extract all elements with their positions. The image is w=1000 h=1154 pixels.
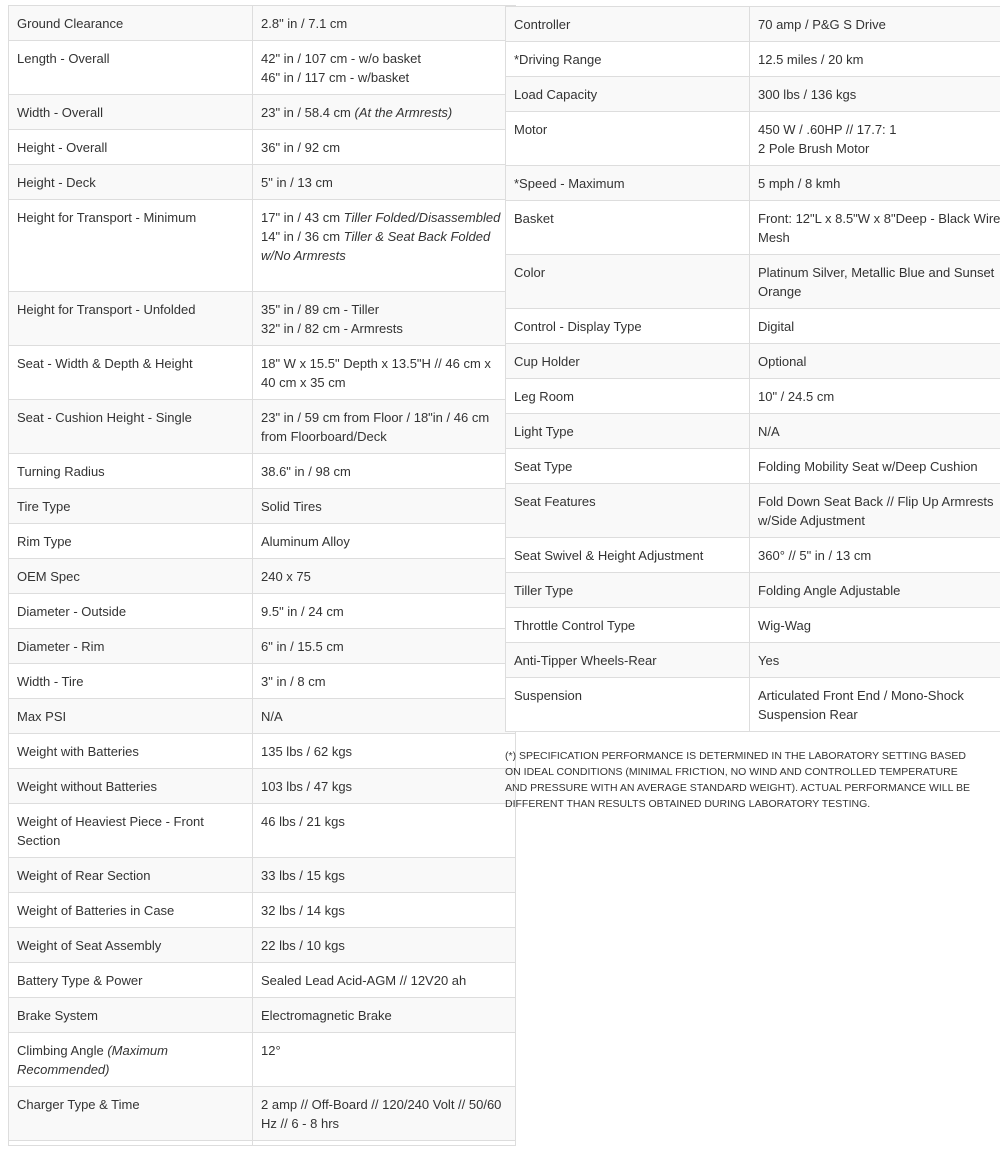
- spec-row: [9, 928, 516, 963]
- spec-value-line: [758, 422, 1000, 441]
- spec-label-text: Weight of Batteries in Case: [17, 903, 175, 918]
- spec-label-text: Brake System: [17, 1008, 98, 1023]
- spec-label-text: Turning Radius: [17, 464, 105, 479]
- spec-value-text: 450 W / .60HP // 17.7: 1: [758, 122, 897, 137]
- spec-label: [506, 309, 750, 344]
- spec-value-line: [758, 581, 1000, 600]
- spec-value: [253, 400, 516, 454]
- spec-value-text: Sealed Lead Acid-AGM // 12V20 ah: [261, 973, 467, 988]
- spec-value: [253, 998, 516, 1033]
- spec-label-text: Throttle Control Type: [514, 618, 636, 633]
- spec-value-line: [758, 686, 1000, 724]
- spec-value-text: N/A: [758, 424, 780, 439]
- spec-row: [506, 7, 1000, 42]
- spec-label: [9, 804, 253, 858]
- spec-value-line: [758, 174, 1000, 193]
- spec-row: [9, 769, 516, 804]
- spec-label-text: Battery Type & Power: [17, 973, 143, 988]
- spec-value-line: [261, 49, 507, 68]
- spec-value-text: 22 lbs / 10 kgs: [261, 938, 345, 953]
- spec-value-line: [261, 602, 507, 621]
- spec-value-line: [758, 139, 1000, 158]
- spec-label: [9, 928, 253, 963]
- spec-value-text: Front: 12"L x 8.5"W x 8"Deep - Black Wire Mesh: [758, 211, 1000, 245]
- spec-value-text: 12.5 miles / 20 km: [758, 52, 864, 67]
- spec-value: [750, 678, 1000, 732]
- spec-value: [750, 379, 1000, 414]
- spec-label-text: Basket: [514, 211, 554, 226]
- left-spec-table-body: [9, 6, 516, 1146]
- spec-row: [9, 95, 516, 130]
- spec-label: [9, 734, 253, 769]
- spec-value-text: Articulated Front End / Mono-Shock Suspension Rear: [758, 688, 964, 722]
- spec-value-line: [261, 812, 507, 831]
- spec-value-line: [261, 354, 507, 392]
- spec-label-text: Height - Overall: [17, 140, 108, 155]
- spec-value-line: [261, 68, 507, 87]
- spec-row: [506, 112, 1000, 166]
- spec-label-text: Weight with Batteries: [17, 744, 139, 759]
- spec-value: [253, 559, 516, 594]
- spec-row: [9, 41, 516, 95]
- spec-value: [253, 489, 516, 524]
- spec-value-text: 33 lbs / 15 kgs: [261, 868, 345, 883]
- spec-value: [253, 6, 516, 41]
- spec-label-text: Light Type: [514, 424, 574, 439]
- spec-value: [253, 1033, 516, 1087]
- spec-label-text: Weight of Seat Assembly: [17, 938, 162, 953]
- spec-value: [253, 524, 516, 559]
- spec-label-text: Color: [514, 265, 546, 280]
- spec-value: [253, 769, 516, 804]
- spec-label: [9, 41, 253, 95]
- spec-label-text: Ground Clearance: [17, 16, 124, 31]
- spec-label-text: Weight of Heaviest Piece - Front Section: [17, 814, 204, 848]
- spec-label: [9, 559, 253, 594]
- spec-value-line: [758, 120, 1000, 139]
- spec-value-text: 36" in / 92 cm: [261, 140, 341, 155]
- spec-row: [506, 678, 1000, 732]
- spec-value: [253, 893, 516, 928]
- spec-value-text: 2 amp // Off-Board // 120/240 Volt // 50/60 Hz // 6 - 8 hrs: [261, 1097, 502, 1131]
- spec-row: [9, 346, 516, 400]
- spec-value-line: [261, 742, 507, 761]
- spec-label: [9, 292, 253, 346]
- spec-value: [750, 414, 1000, 449]
- spec-label: [9, 489, 253, 524]
- spec-value-text: Fold Down Seat Back // Flip Up Armrests w/Side Adjustment: [758, 494, 994, 528]
- spec-row: [9, 400, 516, 454]
- spec-value: [750, 166, 1000, 201]
- spec-label-text: Max PSI: [17, 709, 67, 724]
- spec-value-line: [758, 492, 1000, 530]
- spec-value-line: [261, 936, 507, 955]
- spec-label: [506, 678, 750, 732]
- spec-label-text: OEM Spec: [17, 569, 80, 584]
- spec-value: [253, 699, 516, 734]
- spec-value-text: 5" in / 13 cm: [261, 175, 333, 190]
- spec-label-text: Width - Overall: [17, 105, 103, 120]
- spec-label: [9, 400, 253, 454]
- spec-value: [253, 454, 516, 489]
- spec-value-note: Tiller & Seat Back Folded w/No Armrests: [261, 229, 491, 263]
- spec-label-text: Tiller Type: [514, 583, 574, 598]
- spec-label: [506, 7, 750, 42]
- spec-value-line: [261, 1006, 507, 1025]
- spec-value-text: 32 lbs / 14 kgs: [261, 903, 345, 918]
- spec-value: [253, 963, 516, 998]
- spec-value: [253, 928, 516, 963]
- spec-value: [253, 594, 516, 629]
- spec-row: [9, 893, 516, 928]
- spec-value-text: 103 lbs / 47 kgs: [261, 779, 353, 794]
- spec-row: [9, 629, 516, 664]
- spec-value-line: [261, 567, 507, 586]
- spec-row: [506, 201, 1000, 255]
- spec-value-text: Optional: [758, 354, 807, 369]
- spec-value: [253, 200, 516, 292]
- spec-value: [750, 255, 1000, 309]
- spec-label-text: Control - Display Type: [514, 319, 642, 334]
- spec-value-line: [758, 50, 1000, 69]
- spec-label-text: *Speed - Maximum: [514, 176, 625, 191]
- spec-value-text: 3" in / 8 cm: [261, 674, 326, 689]
- spec-value-text: 32" in / 82 cm - Armrests: [261, 321, 403, 336]
- spec-label: [9, 629, 253, 664]
- spec-value-line: [758, 546, 1000, 565]
- spec-label-text: Charger Type & Time: [17, 1097, 140, 1112]
- spec-label: [9, 165, 253, 200]
- spec-label-note: (Maximum Recommended): [17, 1043, 168, 1077]
- spec-row: [506, 573, 1000, 608]
- spec-value-text: 6" in / 15.5 cm: [261, 639, 344, 654]
- spec-row: [506, 255, 1000, 309]
- spec-value: [750, 573, 1000, 608]
- spec-value-line: [758, 263, 1000, 301]
- spec-label-text: Load Capacity: [514, 87, 598, 102]
- spec-row: [9, 130, 516, 165]
- spec-value-line: [758, 457, 1000, 476]
- spec-row: [506, 643, 1000, 678]
- spec-value-line: [261, 497, 507, 516]
- spec-label-text: Rim Type: [17, 534, 72, 549]
- spec-row: [506, 379, 1000, 414]
- spec-label: [506, 255, 750, 309]
- spec-value-line: [758, 616, 1000, 635]
- spec-label: [9, 1033, 253, 1087]
- spec-value: [750, 7, 1000, 42]
- spec-value: [253, 41, 516, 95]
- spec-value-line: [261, 300, 507, 319]
- spec-value: [253, 346, 516, 400]
- spec-row: [506, 42, 1000, 77]
- spec-value-line: [261, 138, 507, 157]
- spec-value-line: [261, 408, 507, 446]
- spec-label: [9, 769, 253, 804]
- spec-value: [750, 344, 1000, 379]
- spec-label-text: Height - Deck: [17, 175, 96, 190]
- spec-row: [506, 484, 1000, 538]
- spec-label: [506, 77, 750, 112]
- spec-row: [9, 594, 516, 629]
- spec-value-text: 23" in / 59 cm from Floor / 18"in / 46 cm from Floorboard/Deck: [261, 410, 490, 444]
- spec-label-text: Width - Tire: [17, 674, 84, 689]
- spec-label-text: Seat - Width & Depth & Height: [17, 356, 193, 371]
- spec-label-text: *Driving Range: [514, 52, 602, 67]
- spec-value-line: [261, 173, 507, 192]
- spec-value: [253, 165, 516, 200]
- spec-value-text: Platinum Silver, Metallic Blue and Sunset Orange: [758, 265, 995, 299]
- spec-label-text: Seat - Cushion Height - Single: [17, 410, 192, 425]
- spec-label: [506, 414, 750, 449]
- spec-value-text: 46 lbs / 21 kgs: [261, 814, 345, 829]
- spec-value-text: 70 amp / P&G S Drive: [758, 17, 886, 32]
- spec-value: [253, 292, 516, 346]
- spec-label: [506, 538, 750, 573]
- spec-label: [506, 484, 750, 538]
- spec-label: [9, 594, 253, 629]
- spec-label-text: Controller: [514, 17, 571, 32]
- spec-value: [253, 629, 516, 664]
- spec-row: [9, 1087, 516, 1141]
- spec-label-text: Tire Type: [17, 499, 71, 514]
- spec-label: [506, 166, 750, 201]
- spec-value-line: [261, 866, 507, 885]
- spec-row: [506, 449, 1000, 484]
- spec-value-line: [261, 1041, 507, 1060]
- spec-value-text: N/A: [261, 709, 283, 724]
- spec-label-text: Length - Overall: [17, 51, 110, 66]
- spec-value-text: 5 mph / 8 kmh: [758, 176, 841, 191]
- right-spec-table: [505, 6, 1000, 732]
- spec-row: [9, 292, 516, 346]
- spec-row-partial: [9, 1141, 516, 1146]
- spec-label: [506, 449, 750, 484]
- spec-value-text: 9.5" in / 24 cm: [261, 604, 344, 619]
- spec-value: [253, 804, 516, 858]
- spec-label-text: Seat Swivel & Height Adjustment: [514, 548, 704, 563]
- spec-value: [253, 858, 516, 893]
- spec-value-line: [261, 971, 507, 990]
- spec-value-text: 2 Pole Brush Motor: [758, 141, 870, 156]
- spec-row: [506, 344, 1000, 379]
- spec-value-text: Folding Angle Adjustable: [758, 583, 901, 598]
- right-spec-table-body: [506, 7, 1000, 732]
- spec-value-line: [758, 651, 1000, 670]
- spec-label-text: Climbing Angle: [17, 1043, 108, 1058]
- spec-row: [9, 489, 516, 524]
- spec-row: [9, 664, 516, 699]
- spec-value-line: [758, 387, 1000, 406]
- spec-cell-empty: [9, 1141, 253, 1146]
- spec-label-text: Seat Features: [514, 494, 596, 509]
- spec-label: [9, 664, 253, 699]
- spec-label-text: Suspension: [514, 688, 582, 703]
- spec-value-line: [261, 227, 507, 265]
- spec-row: [506, 166, 1000, 201]
- spec-row: [9, 559, 516, 594]
- spec-row: [9, 804, 516, 858]
- spec-label: [9, 200, 253, 292]
- spec-value-line: [758, 15, 1000, 34]
- spec-label: [9, 130, 253, 165]
- spec-value-line: [261, 637, 507, 656]
- spec-row: [9, 963, 516, 998]
- spec-row: [9, 734, 516, 769]
- spec-value-text: 42" in / 107 cm - w/o basket: [261, 51, 421, 66]
- spec-row: [9, 524, 516, 559]
- spec-label: [506, 344, 750, 379]
- spec-label: [9, 524, 253, 559]
- spec-label: [506, 573, 750, 608]
- spec-row: [506, 77, 1000, 112]
- spec-value-line: [758, 352, 1000, 371]
- spec-value: [253, 95, 516, 130]
- spec-label: [506, 643, 750, 678]
- spec-value-line: [261, 103, 507, 122]
- spec-value: [750, 449, 1000, 484]
- spec-value-line: [261, 901, 507, 920]
- spec-value-text: 46" in / 117 cm - w/basket: [261, 70, 410, 85]
- spec-value-text: Yes: [758, 653, 780, 668]
- spec-value-note: Tiller Folded/Disassembled: [343, 210, 501, 225]
- spec-value-line: [758, 209, 1000, 247]
- spec-label-text: Height for Transport - Minimum: [17, 210, 197, 225]
- spec-value-line: [261, 672, 507, 691]
- spec-value-text: 2.8" in / 7.1 cm: [261, 16, 348, 31]
- spec-value-note: (At the Armrests): [354, 105, 453, 120]
- spec-row: [9, 998, 516, 1033]
- spec-value-text: 360° // 5" in / 13 cm: [758, 548, 872, 563]
- spec-value-line: [261, 14, 507, 33]
- spec-value-text: Wig-Wag: [758, 618, 811, 633]
- spec-value-line: [758, 85, 1000, 104]
- spec-value-text: 35" in / 89 cm - Tiller: [261, 302, 380, 317]
- spec-value-text: 12°: [261, 1043, 281, 1058]
- spec-label-text: Motor: [514, 122, 548, 137]
- spec-value-line: [261, 319, 507, 338]
- spec-value-line: [261, 1095, 507, 1133]
- spec-label: [9, 1087, 253, 1141]
- spec-value-text: Electromagnetic Brake: [261, 1008, 392, 1023]
- spec-row: [506, 309, 1000, 344]
- spec-value-text: 17" in / 43 cm: [261, 210, 344, 225]
- spec-value-text: 14" in / 36 cm: [261, 229, 344, 244]
- spec-value-text: 38.6" in / 98 cm: [261, 464, 351, 479]
- spec-label: [506, 42, 750, 77]
- spec-value-line: [261, 777, 507, 796]
- spec-row: [9, 1033, 516, 1087]
- specification-footnote: (*) SPECIFICATION PERFORMANCE IS DETERMINED IN THE LABORATORY SETTING BASED ON IDEAL CONDITIONS (MINIMAL FRICTION, NO WIND AND CONTROLLED TEMPERATURE AND PRESSURE WITH AN AVERAGE STANDARD WEIGHT). ACTUAL PERFORMANCE WILL BE DIFFERENT THAN RESULTS OBTAINED DURING LABORATORY TESTING.: [505, 750, 970, 810]
- spec-value-text: 18" W x 15.5" Depth x 13.5"H // 46 cm x 40 cm x 35 cm: [261, 356, 491, 390]
- spec-value: [750, 484, 1000, 538]
- spec-label-text: Cup Holder: [514, 354, 580, 369]
- spec-value-text: Folding Mobility Seat w/Deep Cushion: [758, 459, 978, 474]
- spec-value-text: 135 lbs / 62 kgs: [261, 744, 353, 759]
- spec-label-text: Anti-Tipper Wheels-Rear: [514, 653, 657, 668]
- spec-label-text: Diameter - Rim: [17, 639, 105, 654]
- spec-value-text: Solid Tires: [261, 499, 322, 514]
- spec-value-text: Aluminum Alloy: [261, 534, 350, 549]
- spec-value: [253, 664, 516, 699]
- spec-value-text: Digital: [758, 319, 795, 334]
- spec-label: [9, 95, 253, 130]
- spec-value: [253, 1087, 516, 1141]
- spec-label-text: Leg Room: [514, 389, 574, 404]
- spec-value: [253, 734, 516, 769]
- spec-value-text: 300 lbs / 136 kgs: [758, 87, 857, 102]
- spec-value: [750, 112, 1000, 166]
- spec-row: [9, 699, 516, 734]
- spec-row: [506, 414, 1000, 449]
- spec-value: [750, 77, 1000, 112]
- spec-cell-empty: [253, 1141, 516, 1146]
- spec-row: [506, 608, 1000, 643]
- left-spec-table: [8, 5, 516, 1146]
- spec-value: [750, 608, 1000, 643]
- spec-value-line: [261, 707, 507, 726]
- spec-value: [750, 42, 1000, 77]
- spec-value-text: 23" in / 58.4 cm: [261, 105, 355, 120]
- spec-value-text: 240 x 75: [261, 569, 311, 584]
- spec-value: [750, 643, 1000, 678]
- spec-row: [9, 165, 516, 200]
- spec-label: [9, 858, 253, 893]
- spec-label: [9, 6, 253, 41]
- spec-value-line: [261, 462, 507, 481]
- spec-label: [9, 346, 253, 400]
- spec-label-text: Seat Type: [514, 459, 573, 474]
- spec-label-text: Diameter - Outside: [17, 604, 127, 619]
- spec-value: [750, 201, 1000, 255]
- spec-row: [506, 538, 1000, 573]
- spec-label: [506, 112, 750, 166]
- spec-label: [506, 608, 750, 643]
- spec-value: [253, 130, 516, 165]
- spec-label-text: Weight of Rear Section: [17, 868, 151, 883]
- spec-value: [750, 538, 1000, 573]
- spec-row: [9, 858, 516, 893]
- spec-label: [9, 998, 253, 1033]
- spec-label: [9, 963, 253, 998]
- spec-row: [9, 6, 516, 41]
- spec-label: [9, 699, 253, 734]
- spec-label: [506, 201, 750, 255]
- spec-value-line: [758, 317, 1000, 336]
- spec-row: [9, 200, 516, 292]
- spec-row: [9, 454, 516, 489]
- spec-value: [750, 309, 1000, 344]
- spec-value-text: 10" / 24.5 cm: [758, 389, 835, 404]
- spec-label: [9, 454, 253, 489]
- spec-label-text: Height for Transport - Unfolded: [17, 302, 196, 317]
- spec-value-line: [261, 208, 507, 227]
- spec-label: [9, 893, 253, 928]
- spec-label-text: Weight without Batteries: [17, 779, 157, 794]
- spec-value-line: [261, 532, 507, 551]
- spec-label: [506, 379, 750, 414]
